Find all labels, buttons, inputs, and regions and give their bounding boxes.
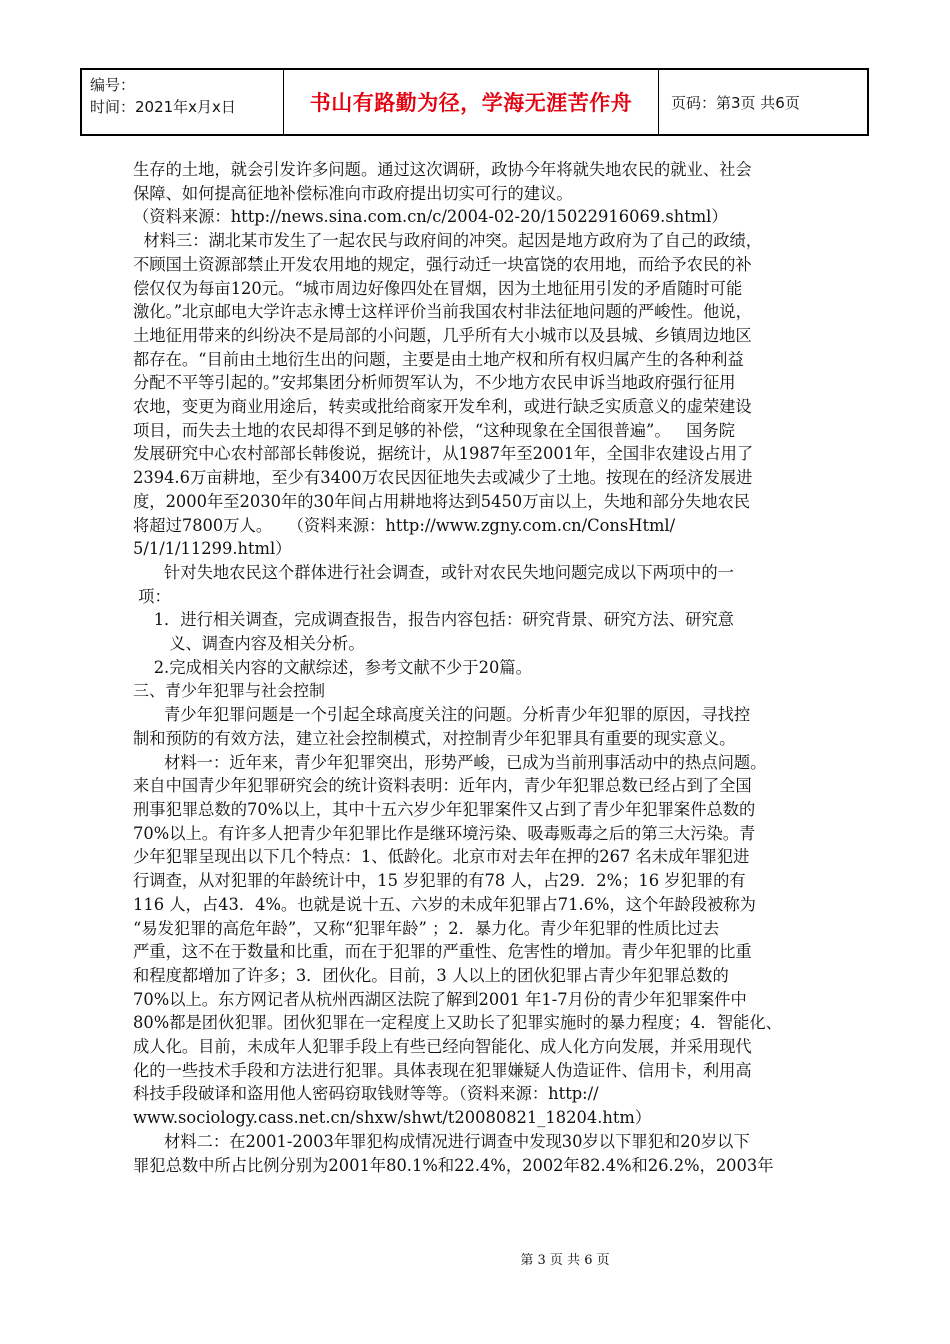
body-line: 科技手段破译和盗用他人密码窃取钱财等等。（资料来源：http:// [133,1084,599,1104]
document-body [133,158,873,1177]
body-line: 土地征用带来的纠纷决不是局部的小问题，几乎所有大小城市以及县城、乡镇周边地区 [133,325,752,345]
header-meta [82,70,284,134]
body-line: 不顾国土资源部禁止开发农用地的规定，强行动迁一块富饶的农用地，而给予农民的补 [133,254,752,274]
body-line: 70%以上。东方网记者从杭州西湖区法院了解到2001 年1-7月份的青少年犯罪案件中 [133,989,747,1009]
body-line: 2394.6万亩耕地，至少有3400万农民因征地失去或减少了土地。按现在的经济发展进 [133,468,753,488]
header-motto: 书山有路勤为径，学海无涯苦作舟 [284,70,659,134]
body-line: 材料三：湖北某市发生了一起农民与政府间的冲突。起因是地方政府为了自己的政绩， [133,231,763,251]
body-line: 来自中国青少年犯罪研究会的统计资料表明：近年内，青少年犯罪总数已经占到了全国 [133,776,752,796]
body-line: 116 人，占43．4%。也就是说十五、六岁的未成年犯罪占71.6%，这个年龄段被称为 [133,894,756,914]
body-line: 将超过7800万人。 （资料来源：http://www.zgny.com.cn/ConsHtml/ [133,515,676,535]
body-line: 针对失地农民这个群体进行社会调查，或针对农民失地问题完成以下两项中的一 [133,562,734,582]
body-line: “易发犯罪的高危年龄”，又称“犯罪年龄” ；2．暴力化。青少年犯罪的性质比过去 [133,918,720,938]
body-line: 保障、如何提高征地补偿标准向市政府提出切实可行的建议。 [133,183,573,203]
body-line: 分配不平等引起的。”安邦集团分析师贺军认为，不少地方农民申诉当地政府强行征用 [133,373,736,393]
body-line: 成人化。目前，未成年人犯罪手段上有些已经向智能化、成人化方向发展，并采用现代 [133,1037,752,1057]
document-header [80,68,869,136]
body-line: 2.完成相关内容的文献综述，参考文献不少于20篇。 [133,657,532,677]
body-line: 偿仅仅为每亩120元。“城市周边好像四处在冒烟，因为土地征用引发的矛盾随时可能 [133,278,743,298]
body-line: 严重，这不在于数量和比重，而在于犯罪的严重性、危害性的增加。青少年犯罪的比重 [133,942,752,962]
body-line: 化的一些技术手段和方法进行犯罪。具体表现在犯罪嫌疑人伪造证件、信用卡，利用高 [133,1060,752,1080]
body-line: （资料来源：http://news.sina.com.cn/c/2004-02-20/15022916069.shtml） [133,207,728,227]
body-line: 农地，变更为商业用途后，转卖或批给商家开发牟利，或进行缺乏实质意义的虚荣建设 [133,397,752,417]
body-line: 和程度都增加了许多；3．团伙化。目前，3 人以上的团伙犯罪占青少年犯罪总数的 [133,965,729,985]
header-page-label: 页码：第3页 共6页 [671,93,800,112]
body-line: 1．进行相关调查，完成调查报告，报告内容包括：研究背景、研究方法、研究意 [133,610,734,630]
body-line: 都存在。“目前由土地衍生出的问题，主要是由土地产权和所有权归属产生的各种利益 [133,349,744,369]
date-label: 时间：2021年x月x日 [90,98,236,116]
body-line: 项目，而失去土地的农民却得不到足够的补偿，“这种现象在全国很普遍”。 国务院 [133,420,736,440]
body-line: 罪犯总数中所占比例分别为2001年80.1%和22.4%，2002年82.4%和26.2%，2003年 [133,1155,774,1175]
body-line: 行调查，从对犯罪的年龄统计中，15 岁犯罪的有78 人，占29．2%；16 岁犯罪的有 [133,871,746,891]
body-line: 项： [133,586,171,606]
body-line: 义、调查内容及相关分析。 [133,634,365,654]
page-footer: 第 3 页 共 6 页 [520,1253,610,1268]
body-line: 制和预防的有效方法，建立社会控制模式，对控制青少年犯罪具有重要的现实意义。 [133,728,736,748]
body-line: 激化。”北京邮电大学许志永博士这样评价当前我国农村非法征地问题的严峻性。他说， [133,302,752,322]
body-line: 度，2000年至2030年的30年间占用耕地将达到5450万亩以上，失地和部分失地农民 [133,491,751,511]
number-label: 编号： [90,76,136,94]
body-line: 少年犯罪呈现出以下几个特点：1、低龄化。北京市对去年在押的267 名未成年罪犯进 [133,847,750,867]
body-line: 70%以上。有许多人把青少年犯罪比作是继环境污染、吸毒贩毒之后的第三大污染。青 [133,823,756,843]
body-line: 生存的土地，就会引发许多问题。通过这次调研，政协今年将就失地农民的就业、社会 [133,160,752,179]
body-line: 5/1/1/11299.html） [133,539,292,559]
body-line: www.sociology.cass.net.cn/shxw/shwt/t20080821_18204.htm） [133,1108,652,1128]
body-line: 材料一：近年来，青少年犯罪突出，形势严峻，已成为当前刑事活动中的热点问题。 [133,752,767,772]
body-line: 刑事犯罪总数的70%以上，其中十五六岁少年犯罪案件又占到了青少年犯罪案件总数的 [133,799,756,819]
body-line: 发展研究中心农村部部长韩俊说，据统计，从1987年至2001年，全国非农建设占用了 [133,444,754,464]
body-line: 80%都是团伙犯罪。团伙犯罪在一定程度上又助长了犯罪实施时的暴力程度；4．智能化、 [133,1013,782,1033]
section-heading: 三、青少年犯罪与社会控制 [133,681,326,701]
body-line: 材料二：在2001-2003年罪犯构成情况进行调查中发现30岁以下罪犯和20岁以下 [133,1131,750,1151]
body-line: 青少年犯罪问题是一个引起全球高度关注的问题。分析青少年犯罪的原因，寻找控 [133,705,751,725]
